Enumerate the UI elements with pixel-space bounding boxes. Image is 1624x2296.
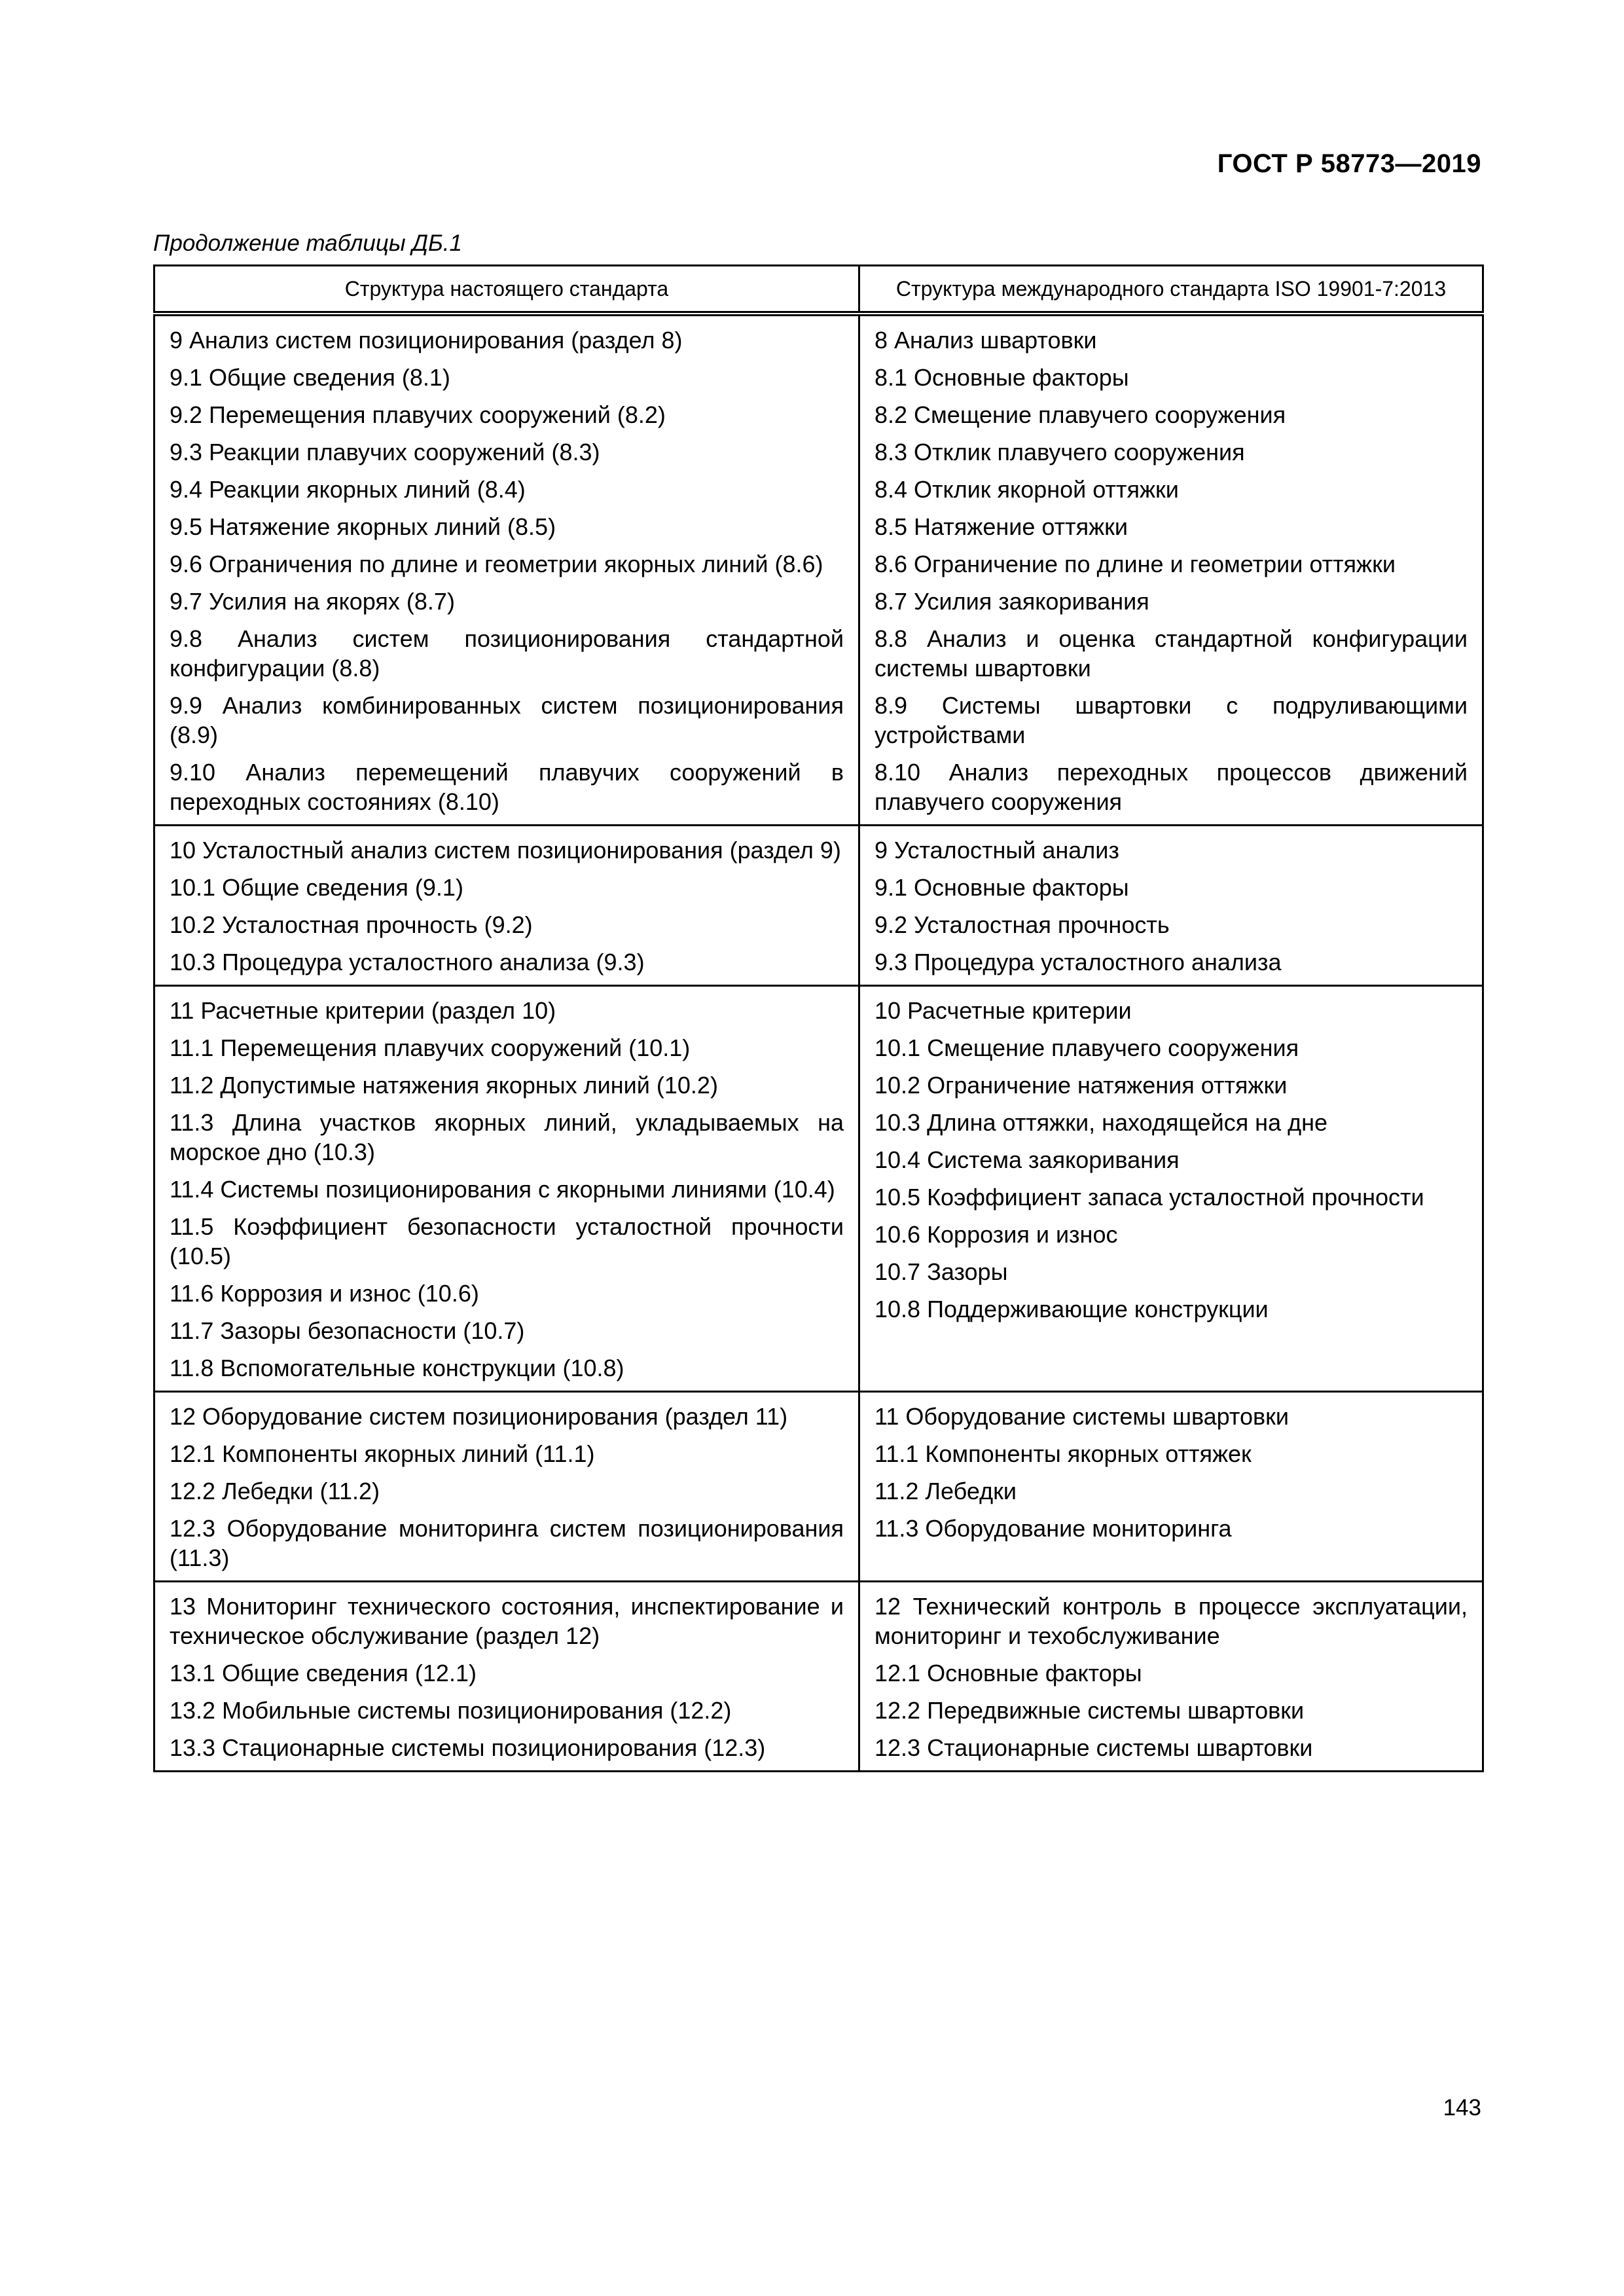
section-entry: 13.3 Стационарные системы позиционирования (12.3) xyxy=(170,1734,766,1761)
section-entry: 9.7 Усилия на якорях (8.7) xyxy=(170,588,455,615)
section-entry: 11.1 Компоненты якорных оттяжек xyxy=(875,1440,1252,1467)
document-standard-id: ГОСТ Р 58773—2019 xyxy=(1217,149,1481,178)
section-entry: 10.7 Зазоры xyxy=(875,1258,1008,1285)
section-entry: 9.2 Перемещения плавучих сооружений (8.2) xyxy=(170,401,666,428)
section-entry: 10.3 Длина оттяжки, находящейся на дне xyxy=(875,1109,1327,1136)
national-structure-cell xyxy=(154,826,859,986)
section-entry: 8.6 Ограничение по длине и геометрии оттяжки xyxy=(875,551,1396,577)
national-structure-cell xyxy=(154,314,859,826)
section-entry: 10.3 Процедура усталостного анализа (9.3) xyxy=(170,949,645,975)
section-entry: 8.7 Усилия заякоривания xyxy=(875,588,1149,615)
section-entry: 11.6 Коррозия и износ (10.6) xyxy=(170,1280,479,1307)
section-entry: 8.8 Анализ и оценка стандартной конфигурации системы швартовки xyxy=(875,625,1468,682)
section-entry: 8 Анализ швартовки xyxy=(875,327,1097,354)
section-entry: 10 Расчетные критерии xyxy=(875,997,1132,1024)
section-entry: 12.2 Лебедки (11.2) xyxy=(170,1478,380,1504)
table-row xyxy=(154,986,1483,1392)
table-row xyxy=(154,314,1483,826)
section-entry: 12.1 Основные факторы xyxy=(875,1660,1142,1686)
column-header-international: Структура международного стандарта ISO 19901-7:2013 xyxy=(859,266,1483,314)
national-structure-cell xyxy=(154,1392,859,1582)
section-entry: 8.9 Системы швартовки с подруливающими устройствами xyxy=(875,692,1468,748)
section-entry: 10.2 Усталостная прочность (9.2) xyxy=(170,911,533,938)
section-entry: 9.2 Усталостная прочность xyxy=(875,911,1170,938)
correspondence-table xyxy=(153,264,1482,1772)
section-entry: 10.1 Общие сведения (9.1) xyxy=(170,874,463,901)
table-caption: Продолжение таблицы ДБ.1 xyxy=(153,230,462,256)
section-entry: 10.1 Смещение плавучего сооружения xyxy=(875,1034,1299,1061)
section-entry: 11.2 Лебедки xyxy=(875,1478,1017,1504)
section-entry: 8.10 Анализ переходных процессов движений плавучего сооружения xyxy=(875,759,1468,815)
national-structure-cell xyxy=(154,1582,859,1772)
international-structure-cell xyxy=(859,1582,1483,1772)
section-entry: 11 Оборудование системы швартовки xyxy=(875,1403,1290,1430)
section-entry: 8.4 Отклик якорной оттяжки xyxy=(875,476,1179,503)
section-entry: 13.2 Мобильные системы позиционирования (12.2) xyxy=(170,1697,732,1724)
table-row xyxy=(154,826,1483,986)
table-header-row xyxy=(154,266,1483,314)
international-structure-cell xyxy=(859,986,1483,1392)
table-row xyxy=(154,1392,1483,1582)
section-entry: 9.3 Реакции плавучих сооружений (8.3) xyxy=(170,439,600,465)
section-entry: 8.2 Смещение плавучего сооружения xyxy=(875,401,1286,428)
section-entry: 11.1 Перемещения плавучих сооружений (10.1) xyxy=(170,1034,691,1061)
section-entry: 13 Мониторинг технического состояния, инспектирование и техническое обслуживание (раздел 12) xyxy=(170,1593,844,1649)
page-number: 143 xyxy=(1443,2095,1481,2121)
section-entry: 9.1 Основные факторы xyxy=(875,874,1129,901)
section-entry: 12 Оборудование систем позиционирования (раздел 11) xyxy=(170,1403,788,1430)
section-entry: 9.9 Анализ комбинированных систем позиционирования (8.9) xyxy=(170,692,844,748)
section-entry: 11.7 Зазоры безопасности (10.7) xyxy=(170,1317,525,1344)
section-entry: 11.8 Вспомогательные конструкции (10.8) xyxy=(170,1355,624,1381)
section-entry: 10.5 Коэффициент запаса усталостной прочности xyxy=(875,1184,1424,1211)
section-entry: 12.3 Оборудование мониторинга систем позиционирования (11.3) xyxy=(170,1515,844,1571)
international-structure-cell xyxy=(859,314,1483,826)
section-entry: 9.8 Анализ систем позиционирования стандартной конфигурации (8.8) xyxy=(170,625,844,682)
international-structure-cell xyxy=(859,826,1483,986)
section-entry: 11.3 Длина участков якорных линий, укладываемых на морское дно (10.3) xyxy=(170,1109,844,1165)
section-entry: 8.1 Основные факторы xyxy=(875,364,1129,391)
section-entry: 8.5 Натяжение оттяжки xyxy=(875,513,1128,540)
section-entry: 10.2 Ограничение натяжения оттяжки xyxy=(875,1072,1288,1099)
section-entry: 11.4 Системы позиционирования с якорными линиями (10.4) xyxy=(170,1176,835,1203)
section-entry: 8.3 Отклик плавучего сооружения xyxy=(875,439,1245,465)
section-entry: 9.1 Общие сведения (8.1) xyxy=(170,364,450,391)
section-entry: 11 Расчетные критерии (раздел 10) xyxy=(170,997,556,1024)
section-entry: 9.3 Процедура усталостного анализа xyxy=(875,949,1282,975)
national-structure-cell xyxy=(154,986,859,1392)
international-structure-cell xyxy=(859,1392,1483,1582)
section-entry: 10.4 Система заякоривания xyxy=(875,1146,1180,1173)
section-entry: 13.1 Общие сведения (12.1) xyxy=(170,1660,477,1686)
section-entry: 10.6 Коррозия и износ xyxy=(875,1221,1118,1248)
section-entry: 12.3 Стационарные системы швартовки xyxy=(875,1734,1313,1761)
section-entry: 12.1 Компоненты якорных линий (11.1) xyxy=(170,1440,595,1467)
section-entry: 12.2 Передвижные системы швартовки xyxy=(875,1697,1305,1724)
table-row xyxy=(154,1582,1483,1772)
section-entry: 9.5 Натяжение якорных линий (8.5) xyxy=(170,513,556,540)
section-entry: 9.6 Ограничения по длине и геометрии якорных линий (8.6) xyxy=(170,551,823,577)
section-entry: 9 Усталостный анализ xyxy=(875,837,1119,864)
column-header-national: Структура настоящего стандарта xyxy=(154,266,859,314)
section-entry: 11.5 Коэффициент безопасности усталостной прочности (10.5) xyxy=(170,1213,844,1269)
section-entry: 9.4 Реакции якорных линий (8.4) xyxy=(170,476,526,503)
section-entry: 10.8 Поддерживающие конструкции xyxy=(875,1296,1269,1322)
section-entry: 11.2 Допустимые натяжения якорных линий (10.2) xyxy=(170,1072,718,1099)
section-entry: 9 Анализ систем позиционирования (раздел 8) xyxy=(170,327,683,354)
section-entry: 12 Технический контроль в процессе эксплуатации, мониторинг и техобслуживание xyxy=(875,1593,1468,1649)
section-entry: 9.10 Анализ перемещений плавучих сооружений в переходных состояниях (8.10) xyxy=(170,759,844,815)
section-entry: 10 Усталостный анализ систем позиционирования (раздел 9) xyxy=(170,837,841,864)
section-entry: 11.3 Оборудование мониторинга xyxy=(875,1515,1232,1542)
